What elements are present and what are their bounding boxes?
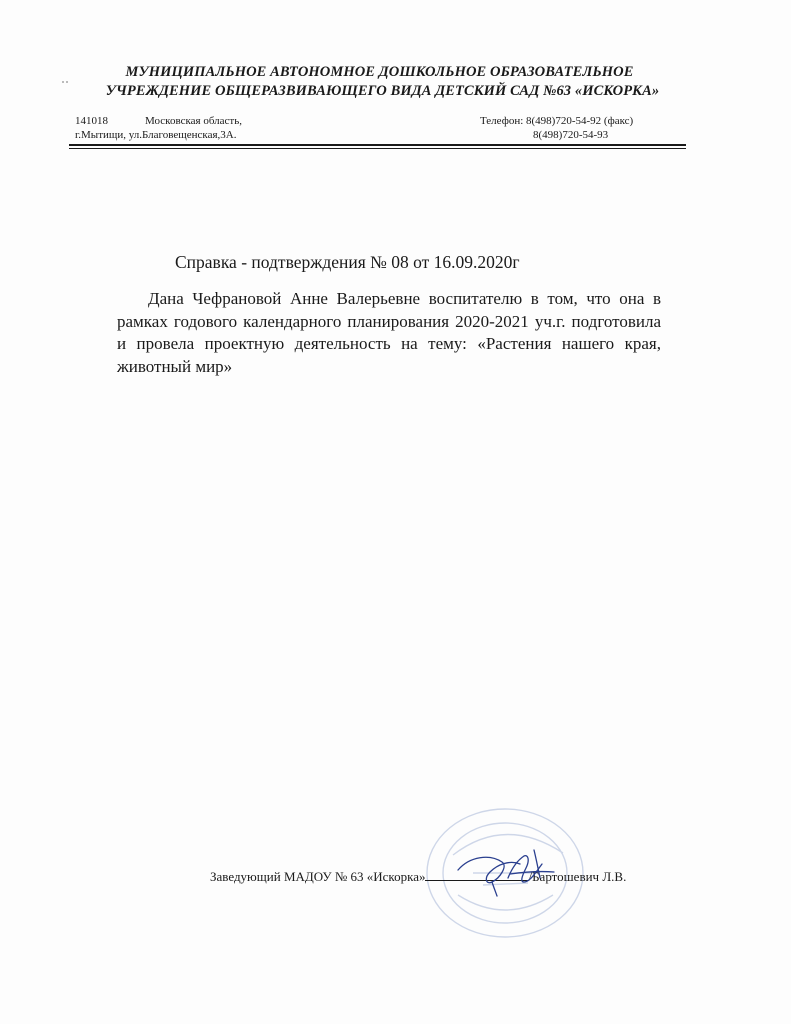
document-body: Дана Чефрановой Анне Валерьевне воспитателю в том, что она в рамках годового календарного планирования 2020-2021 уч.г. подготовила и провела проектную деятельность на тему: «Растения нашего края, животный мир» <box>117 289 661 376</box>
handwritten-signature <box>450 838 560 898</box>
signatory-position: Заведующий МАДОУ № 63 «Искорка» <box>210 869 426 884</box>
phone-secondary: 8(498)720-54-93 <box>533 129 609 141</box>
signature-block <box>210 868 626 885</box>
letterhead-divider-thin <box>69 148 686 149</box>
address-street: г.Мытищи, ул.Благовещенская,3А. <box>75 129 237 141</box>
document-title: Справка - подтверждения № 08 от 16.09.2020г <box>175 252 520 272</box>
address-region: Московская область, <box>145 115 242 127</box>
organization-name-line-2: УЧРЕЖДЕНИЕ ОБЩЕРАЗВИВАЮЩЕГО ВИДА ДЕТСКИЙ САД №63 «ИСКОРКА» <box>105 83 660 99</box>
signatory-name: /Бартошевич Л.В. <box>528 869 627 884</box>
phone-fax: Телефон: 8(498)720-54-92 (факс) <box>480 115 634 127</box>
organization-name-line-1: МУНИЦИПАЛЬНОЕ АВТОНОМНОЕ ДОШКОЛЬНОЕ ОБРАЗОВАТЕЛЬНОЕ <box>125 64 634 80</box>
letterhead-divider <box>69 144 686 146</box>
postal-code: 141018 <box>75 115 108 127</box>
